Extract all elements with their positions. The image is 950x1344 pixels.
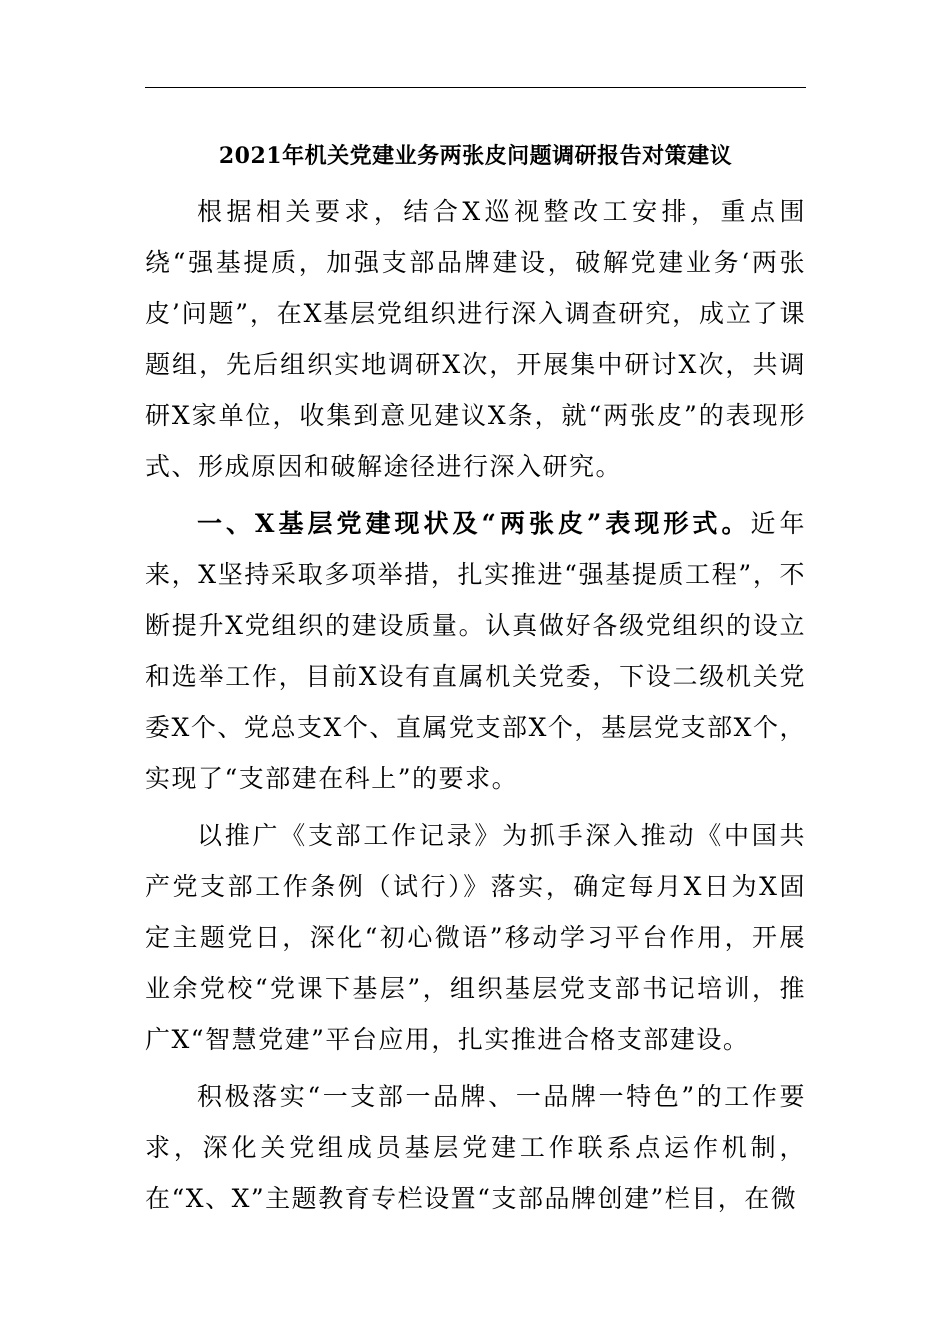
paragraph-text: 以推广《支部工作记录》为抓手深入推动《中国共产党支部工作条例（试行）》落实，确定每月X日为X固定主题党日，深化“初心微语”移动学习平台作用，开展业余党校“党课下基层”，组织基层党支部书记培训，推广X“智慧党建”平台应用，扎实推进合格支部建设。 [145, 821, 806, 1054]
paragraph-text: 近年来，X坚持采取多项举措，扎实推进“强基提质工程”，不断提升X党组织的建设质量。认真做好各级党组织的设立和选举工作，目前X设有直属机关党委，下设二级机关党委X个、党总支X个、直属党支部X个，基层党支部X个，实现了“支部建在科上”的要求。 [145, 509, 806, 793]
paragraph-text: 根据相关要求，结合X巡视整改工安排，重点围绕“强基提质，加强支部品牌建设，破解党建业务‘两张皮’问题”，在X基层党组织进行深入调查研究，成立了课题组，先后组织实地调研X次，开展集中研讨X次，共调研X家单位，收集到意见建议X条，就“两张皮”的表现形式、形成原因和破解途径进行深入研究。 [145, 197, 806, 481]
section-heading: 一、X基层党建现状及“两张皮”表现形式。 [197, 509, 751, 538]
paragraph-intro [145, 186, 806, 492]
paragraph-text: 积极落实“一支部一品牌、一品牌一特色”的工作要求，深化关党组成员基层党建工作联系点运作机制，在“X、X”主题教育专栏设置“支部品牌创建”栏目，在微 [145, 1082, 806, 1213]
paragraph-section-one [145, 498, 806, 804]
paragraph-branch-brand [145, 1071, 806, 1224]
header-rule [145, 87, 806, 88]
paragraph-branch-records [145, 810, 806, 1065]
document-body [145, 186, 806, 1224]
document-title: 2021年机关党建业务两张皮问题调研报告对策建议 [218, 143, 733, 169]
